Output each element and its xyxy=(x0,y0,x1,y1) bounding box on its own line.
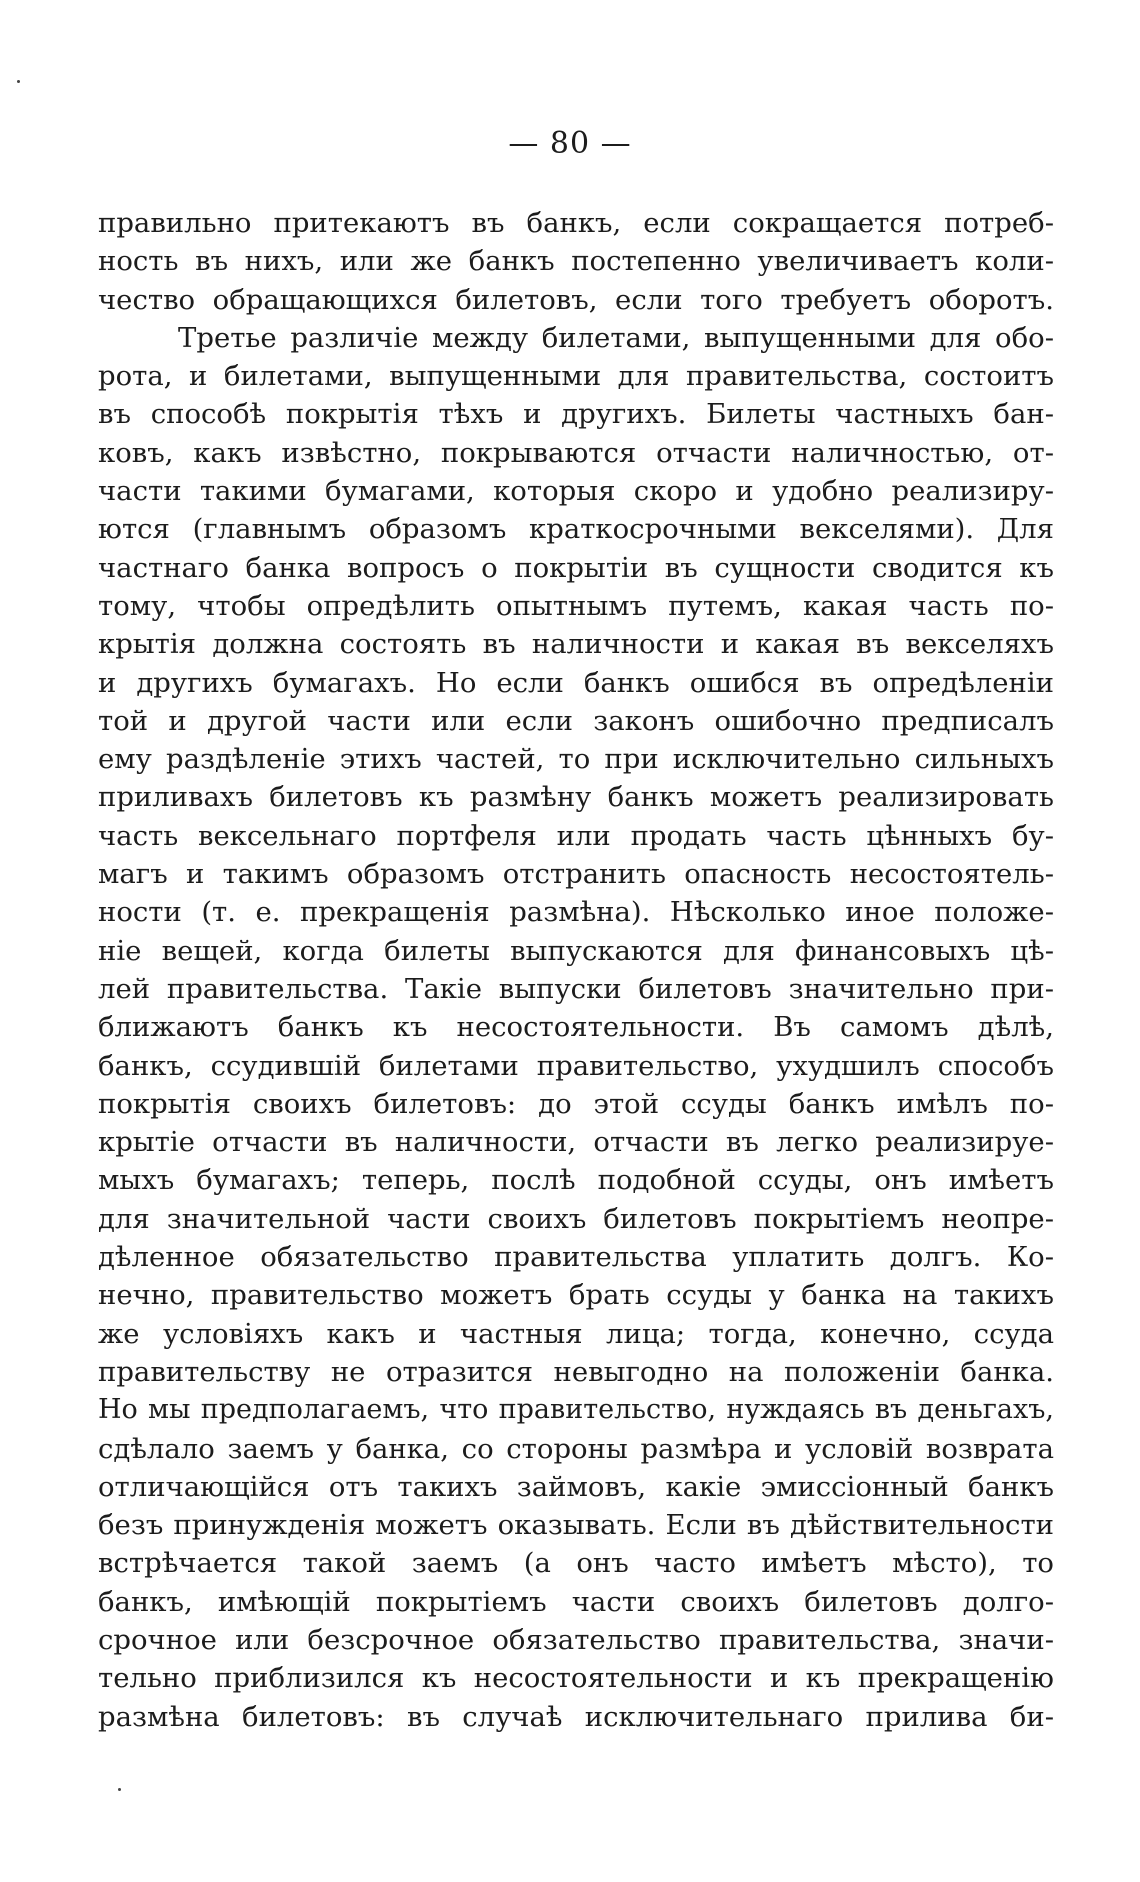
text-line: ему раздѣленіе этихъ частей, то при исключительно сильныхъ xyxy=(98,743,1054,776)
text-line: же условіяхъ какъ и частныя лица; тогда, конечно, ссуда xyxy=(98,1317,1054,1350)
text-line: и другихъ бумагахъ. Но если банкъ ошибся въ опредѣленіи xyxy=(98,666,1054,699)
text-line: частнаго банка вопросъ о покрытіи въ сущности сводится къ xyxy=(98,551,1054,584)
text-line: части такими бумагами, которыя скоро и удобно реализиру- xyxy=(98,475,1054,508)
text-line: срочное или безсрочное обязательство правительства, значи- xyxy=(98,1623,1054,1656)
text-line: мыхъ бумагахъ; теперь, послѣ подобной ссуды, онъ имѣетъ xyxy=(98,1164,1054,1197)
text-line: ніе вещей, когда билеты выпускаются для финансовыхъ цѣ- xyxy=(98,934,1054,967)
text-line: банкъ, имѣющій покрытіемъ части своихъ билетовъ долго- xyxy=(98,1585,1054,1618)
text-line: ближаютъ банкъ къ несостоятельности. Въ самомъ дѣлѣ, xyxy=(98,1011,1054,1044)
text-line: крытія должна состоять въ наличности и какая въ векселяхъ xyxy=(98,628,1054,661)
text-line: банкъ, ссудившій билетами правительство, ухудшилъ способъ xyxy=(98,1049,1054,1082)
text-line: покрытія своихъ билетовъ: до этой ссуды банкъ имѣлъ по- xyxy=(98,1087,1054,1120)
text-line: приливахъ билетовъ къ размѣну банкъ можетъ реализировать xyxy=(98,781,1054,814)
text-line: правильно притекаютъ въ банкъ, если сокращается потреб- xyxy=(98,207,1054,239)
text-line: правительству не отразится невыгодно на положеніи банка. xyxy=(98,1355,1054,1388)
print-speck xyxy=(17,80,20,83)
text-line: той и другой части или если законъ ошибочно предписалъ xyxy=(98,704,1054,737)
text-line: встрѣчается такой заемъ (а онъ часто имѣетъ мѣсто), то xyxy=(98,1547,1054,1580)
text-line: дѣленное обязательство правительства уплатить долгъ. Ко- xyxy=(98,1241,1054,1274)
text-line: ются (главнымъ образомъ краткосрочными векселями). Для xyxy=(98,513,1054,546)
text-line: часть вексельнаго портфеля или продать часть цѣнныхъ бу- xyxy=(98,819,1054,852)
text-line: тельно приблизился къ несостоятельности и къ прекращенію xyxy=(98,1662,1054,1695)
text-line: нечно, правительство можетъ брать ссуды у банка на такихъ xyxy=(98,1279,1054,1312)
text-line: для значительной части своихъ билетовъ покрытіемъ неопре- xyxy=(98,1202,1054,1235)
text-line: ковъ, какъ извѣстно, покрываются отчасти наличностью, от- xyxy=(98,436,1054,469)
text-line: магъ и такимъ образомъ отстранить опасность несостоятель- xyxy=(98,858,1054,891)
text-line: ности (т. е. прекращенія размѣна). Нѣсколько иное положе- xyxy=(98,896,1054,929)
text-line: крытіе отчасти въ наличности, отчасти въ легко реализируе- xyxy=(98,1126,1054,1159)
text-line: лей правительства. Такіе выпуски билетовъ значительно при- xyxy=(98,972,1054,1005)
text-line: размѣна билетовъ: въ случаѣ исключительнаго прилива би- xyxy=(98,1700,1054,1733)
text-line: ность въ нихъ, или же банкъ постепенно увеличиваетъ коли- xyxy=(98,245,1054,278)
text-line: тому, чтобы опредѣлить опытнымъ путемъ, какая часть по- xyxy=(98,589,1054,622)
page-number: — 80 — xyxy=(508,126,632,161)
text-line: Но мы предполагаемъ, что правительство, нуждаясь въ деньгахъ, xyxy=(98,1394,1054,1426)
text-line: отличающійся отъ такихъ займовъ, какіе эмиссіонный банкъ xyxy=(98,1470,1054,1503)
text-line: безъ принужденія можетъ оказывать. Если въ дѣйствительности xyxy=(98,1509,1054,1542)
text-line-paragraph-start: Третье различіе между билетами, выпущенными для обо- xyxy=(178,321,1054,354)
text-line: сдѣлало заемъ у банка, со стороны размѣра и условій возврата xyxy=(98,1432,1054,1465)
text-line: чество обращающихся билетовъ, если того требуетъ оборотъ. xyxy=(98,283,1054,316)
text-line: рота, и билетами, выпущенными для правительства, состоитъ xyxy=(98,360,1054,393)
text-line: въ способѣ покрытія тѣхъ и другихъ. Билеты частныхъ бан- xyxy=(98,398,1054,431)
print-speck xyxy=(118,1788,121,1791)
body-text xyxy=(98,204,1054,1736)
